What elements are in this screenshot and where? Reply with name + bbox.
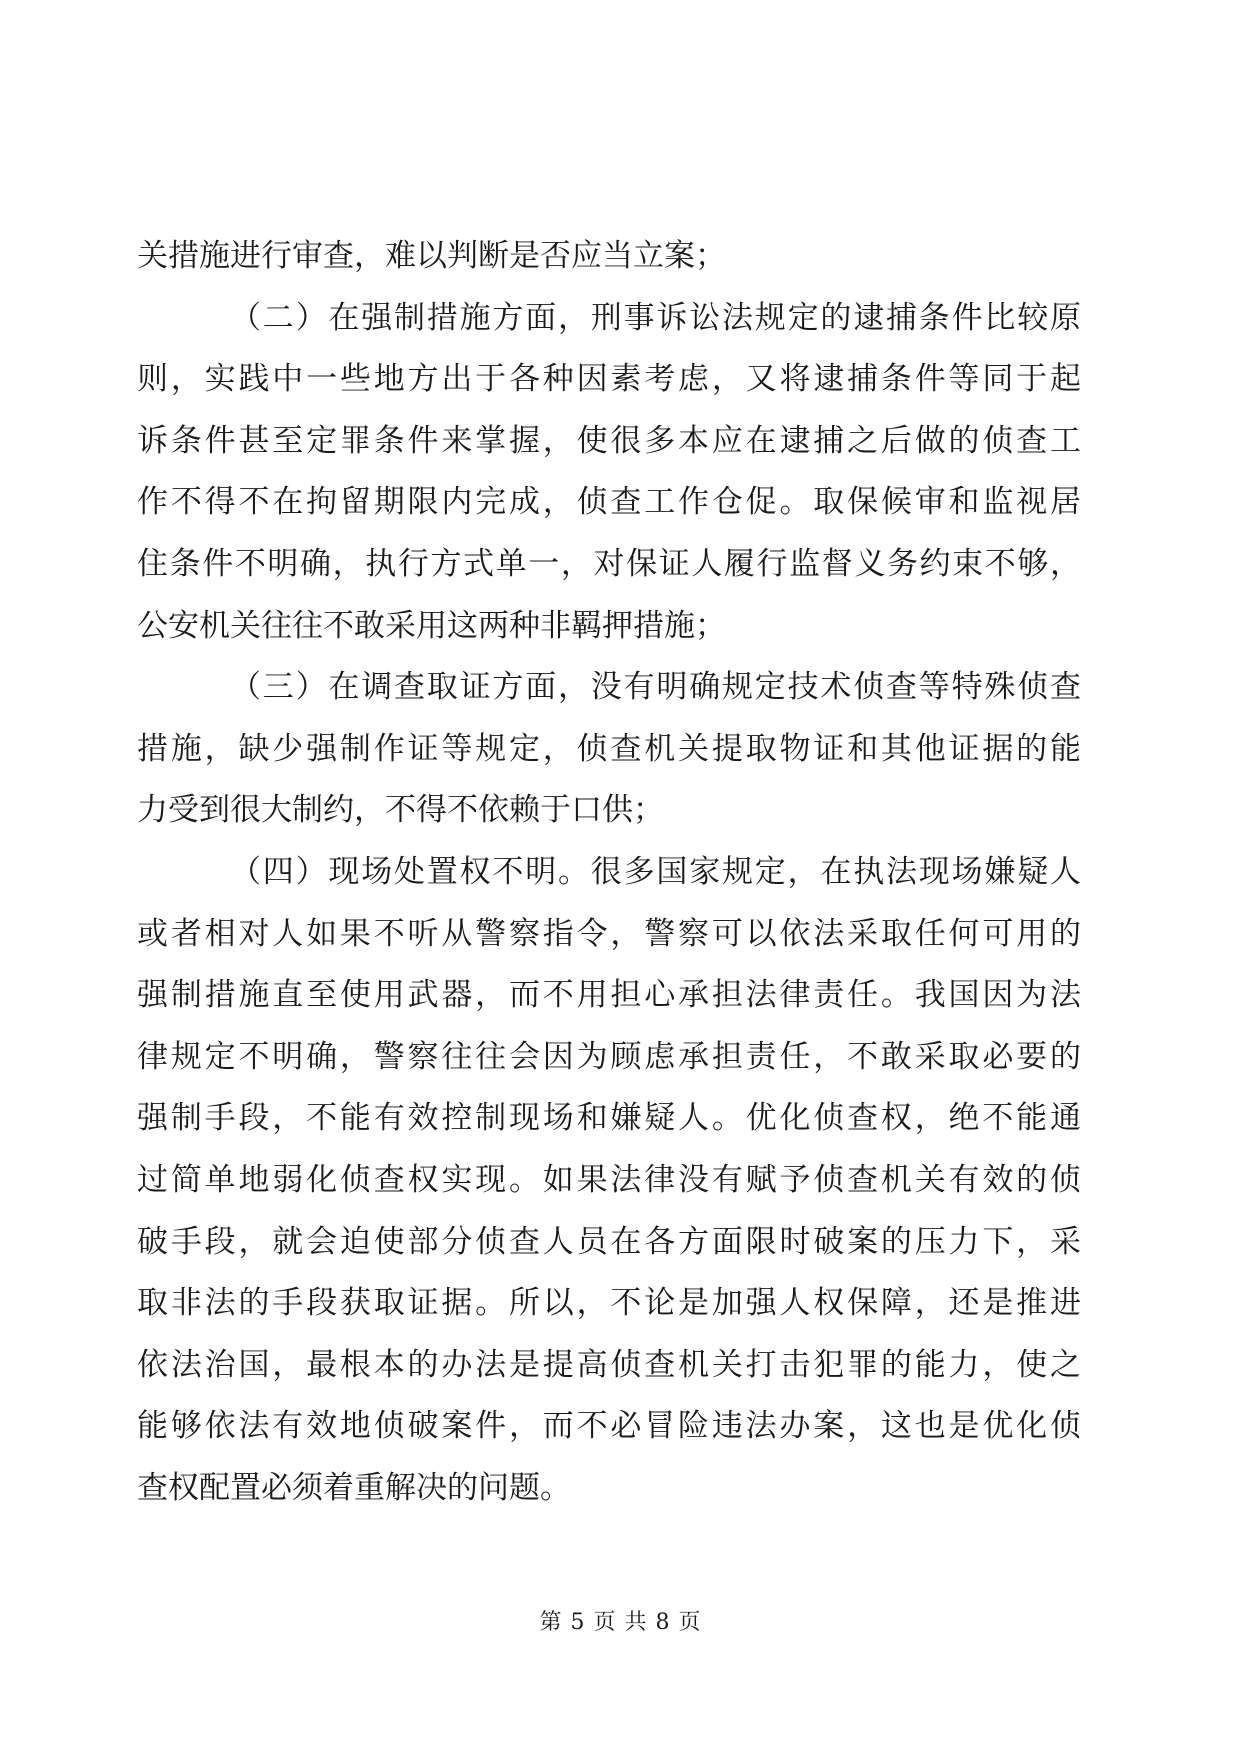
body-text — [137, 226, 1081, 1519]
text-line: 强制手段，不能有效控制现场和嫌疑人。优化侦查权，绝不能通 — [137, 1100, 1081, 1137]
text-line: （三）在调查取证方面，没有明确规定技术侦查等特殊侦查 — [230, 669, 1081, 706]
text-line: 律规定不明确，警察往往会因为顾虑承担责任，不敢采取必要的 — [137, 1038, 1081, 1075]
text-line: 力受到很大制约，不得不依赖于口供； — [137, 792, 664, 829]
text-line: 住条件不明确，执行方式单一，对保证人履行监督义务约束不够， — [137, 545, 1081, 582]
text-line: 破手段，就会迫使部分侦查人员在各方面限时破案的压力下，采 — [137, 1223, 1081, 1260]
text-line: 取非法的手段获取证据。所以，不论是加强人权保障，还是推进 — [137, 1285, 1081, 1322]
text-line: 措施，缺少强制作证等规定，侦查机关提取物证和其他证据的能 — [137, 730, 1081, 767]
text-line: （四）现场处置权不明。很多国家规定，在执法现场嫌疑人 — [230, 853, 1081, 890]
text-line: （二）在强制措施方面，刑事诉讼法规定的逮捕条件比较原 — [230, 299, 1081, 336]
text-line: 则，实践中一些地方出于各种因素考虑，又将逮捕条件等同于起 — [137, 361, 1081, 398]
text-line: 过简单地弱化侦查权实现。如果法律没有赋予侦查机关有效的侦 — [137, 1161, 1081, 1198]
text-line: 能够依法有效地侦破案件，而不必冒险违法办案，这也是优化侦 — [137, 1408, 1081, 1445]
text-line: 强制措施直至使用武器，而不用担心承担法律责任。我国因为法 — [137, 977, 1081, 1014]
text-line: 公安机关往往不敢采用这两种非羁押措施； — [137, 607, 726, 644]
page-footer: 第 5 页 共 8 页 — [539, 1610, 702, 1635]
text-line: 依法治国，最根本的办法是提高侦查机关打击犯罪的能力，使之 — [137, 1346, 1081, 1383]
text-line: 作不得不在拘留期限内完成，侦查工作仓促。取保候审和监视居 — [137, 484, 1081, 521]
text-line: 关措施进行审查，难以判断是否应当立案； — [137, 238, 726, 274]
text-line: 或者相对人如果不听从警察指令，警察可以依法采取任何可用的 — [137, 915, 1081, 952]
text-line: 查权配置必须着重解决的问题。 — [137, 1469, 571, 1506]
text-line: 诉条件甚至定罪条件来掌握，使很多本应在逮捕之后做的侦查工 — [137, 422, 1081, 459]
